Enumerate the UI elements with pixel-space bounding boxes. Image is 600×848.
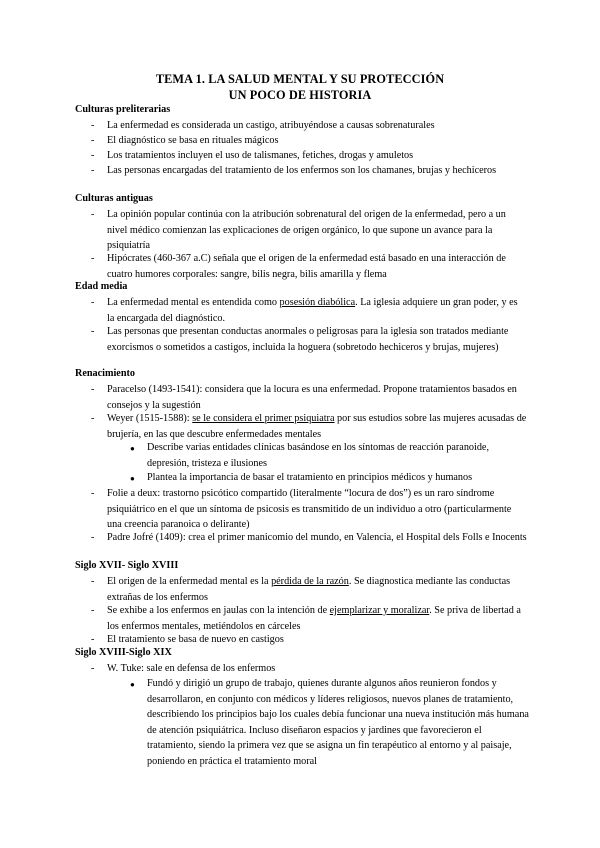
dash-marker: - <box>91 120 95 131</box>
underlined-text: se le considera el primer psiquiatra <box>192 413 335 424</box>
text-run: El origen de la enfermedad mental es la <box>107 576 272 587</box>
list-item <box>107 295 527 326</box>
dash-marker: - <box>91 253 95 264</box>
dash-marker: - <box>91 165 95 176</box>
list-item: Padre Jofré (1409): crea el primer manicomio del mundo, en Valencia, el Hospital dels Folls e Inocents <box>107 532 527 543</box>
underlined-text: pérdida de la razón <box>271 576 349 587</box>
dash-marker: - <box>91 634 95 645</box>
text-run: . Se diagnostica mediante las conductas extrañas de los enfermos <box>107 576 511 603</box>
dash-marker: - <box>91 384 95 395</box>
list-item: W. Tuke: sale en defensa de los enfermos <box>107 663 276 674</box>
doc-subtitle: UN POCO DE HISTORIA <box>228 88 372 102</box>
sub-list-item: Fundó y dirigió un grupo de trabajo, quienes durante algunos años reunieron fondos y desarrollaron, en conjunto con médicos y líderes religiosos, nuevos planes de tratamiento, describiendo los principios bajo los cuales debía funcionar una nueva institución más humana de atención psiquiátrica. Incluso diseñaron espacios y jardines que favorecieron el tratamiento, siendo la primera vez que se asigna un fin terapéutico al entorno y al paisaje, poniendo en práctica el tratamiento moral <box>147 678 529 767</box>
dash-marker: - <box>91 488 95 499</box>
list-item: El tratamiento se basa de nuevo en castigos <box>107 634 284 645</box>
sub-list-item: Plantea la importancia de basar el tratamiento en principios médicos y humanos <box>147 472 473 483</box>
list-item <box>107 411 527 442</box>
list-item: Las personas encargadas del tratamiento de los enfermos son los chamanes, brujas y hechiceros <box>107 165 497 176</box>
text-run: . Se priva de libertad a los enfermos mentales, metiéndolos en cárceles <box>107 605 521 632</box>
sub-list-item: Describe varias entidades clínicas basándose en los síntomas de reacción paranoide, depresión, tristeza e ilusiones <box>147 442 490 469</box>
bullet-marker: ● <box>130 474 135 483</box>
dash-marker: - <box>91 576 95 587</box>
heading-edad-media: Edad media <box>75 281 128 292</box>
heading-renacimiento: Renacimiento <box>75 368 135 379</box>
text-run: Weyer (1515-1588): <box>107 413 193 424</box>
dash-marker: - <box>91 135 95 146</box>
list-item: Las personas que presentan conductas anormales o peligrosas para la iglesia son tratados mediante exorcismos o sometidos a castigos, incluida la hoguera (sobretodo hechiceros y brujas, mujeres) <box>107 326 509 353</box>
underlined-text: ejemplarizar y moralizar <box>329 605 430 616</box>
dash-marker: - <box>91 209 95 220</box>
text-run: La enfermedad mental es entendida como <box>107 297 280 308</box>
heading-siglo-xvii-xviii: Siglo XVII- Siglo XVIII <box>75 560 179 571</box>
list-item: Folie a deux: trastorno psicótico compartido (literalmente “locura de dos”) es un raro síndrome psiquiátrico en el que un síntoma de psicosis es transmitido de un individuo a otro (particularmente una creencia paranoica o delirante) <box>107 488 512 530</box>
doc-title: TEMA 1. LA SALUD MENTAL Y SU PROTECCIÓN <box>155 72 445 86</box>
list-item <box>107 603 527 634</box>
bullet-marker: ● <box>130 444 135 453</box>
text-run: . La iglesia adquiere un gran poder, y es la encargada del diagnóstico. <box>107 297 518 324</box>
dash-marker: - <box>91 150 95 161</box>
list-item: Paracelso (1493-1541): considera que la locura es una enfermedad. Propone tratamientos basados en consejos y la sugestión <box>107 384 517 411</box>
heading-preliterarias: Culturas preliterarias <box>75 104 171 115</box>
list-item: El diagnóstico se basa en rituales mágicos <box>107 135 279 146</box>
dash-marker: - <box>91 413 95 424</box>
dash-marker: - <box>91 532 95 543</box>
heading-siglo-xviii-xix: Siglo XVIII-Siglo XIX <box>75 647 172 658</box>
list-item: Los tratamientos incluyen el uso de talismanes, fetiches, drogas y amuletos <box>107 150 414 161</box>
bullet-marker: ● <box>130 680 135 689</box>
text-run: Se exhibe a los enfermos en jaulas con la intención de <box>107 605 330 616</box>
list-item: La enfermedad es considerada un castigo, atribuyéndose a causas sobrenaturales <box>107 120 435 131</box>
dash-marker: - <box>91 605 95 616</box>
dash-marker: - <box>91 297 95 308</box>
list-item: Hipócrates (460-367 a.C) señala que el origen de la enfermedad está basado en una interacción de cuatro humores corporales: sangre, bilis negra, bilis amarilla y flema <box>107 253 506 280</box>
dash-marker: - <box>91 663 95 674</box>
heading-antiguas: Culturas antiguas <box>75 193 153 204</box>
dash-marker: - <box>91 326 95 337</box>
list-item: La opinión popular continúa con la atribución sobrenatural del origen de la enfermedad, pero a un nivel médico comienzan las explicaciones de origen orgánico, lo que supone un avance para la psiquiatría <box>107 209 506 251</box>
text-run: por sus estudios sobre las mujeres acusadas de brujería, en las que descubre enfermedades mentales <box>107 413 527 440</box>
list-item <box>107 574 527 605</box>
underlined-text: posesión diabólica <box>279 297 356 308</box>
